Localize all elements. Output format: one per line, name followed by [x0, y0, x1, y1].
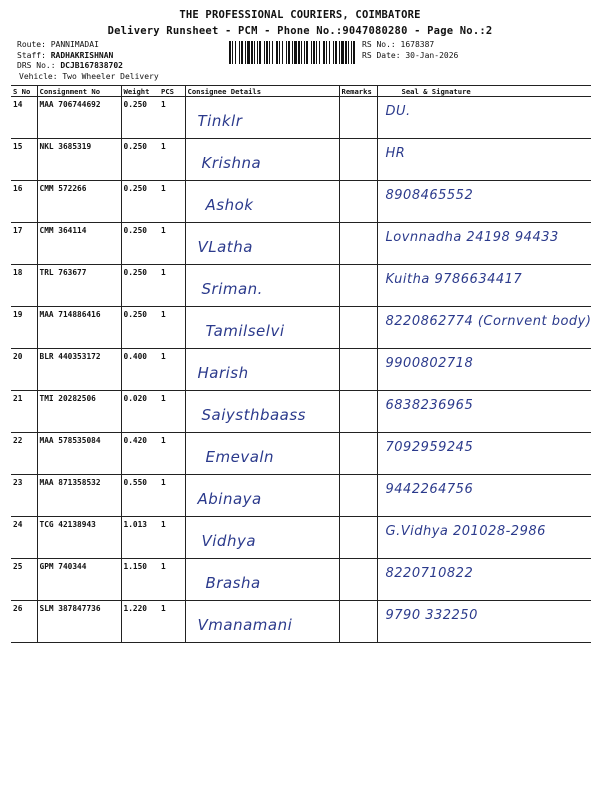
consignee-cell — [185, 139, 339, 181]
seal-cell — [377, 97, 591, 139]
sno-cell: 19 — [11, 307, 37, 349]
handwritten-signature: DU. — [385, 104, 411, 119]
pcs-cell: 1 — [159, 265, 185, 307]
remarks-cell — [339, 139, 377, 181]
table-row — [11, 349, 591, 391]
weight-cell: 0.250 — [121, 223, 159, 265]
consignment-cell: CMM 572266 — [37, 181, 121, 223]
drs-line — [17, 61, 159, 72]
pcs-cell: 1 — [159, 349, 185, 391]
table-row — [11, 391, 591, 433]
col-header-seal: Seal & Signature — [377, 86, 591, 97]
handwritten-signature: Kuitha 9786634417 — [385, 272, 523, 287]
weight-cell: 0.250 — [121, 307, 159, 349]
pcs-cell: 1 — [159, 391, 185, 433]
table-row — [11, 475, 591, 517]
consignment-cell: MAA 578535084 — [37, 433, 121, 475]
handwritten-name: Krishna — [201, 154, 262, 172]
handwritten-signature: 8220710822 — [385, 566, 474, 581]
handwritten-signature: 9790 332250 — [385, 608, 478, 623]
weight-cell: 0.020 — [121, 391, 159, 433]
col-header-weight: Weight — [121, 86, 159, 97]
remarks-cell — [339, 475, 377, 517]
handwritten-name: Abinaya — [197, 490, 262, 508]
seal-cell — [377, 307, 591, 349]
consignee-cell — [185, 475, 339, 517]
seal-cell — [377, 391, 591, 433]
weight-cell: 0.550 — [121, 475, 159, 517]
pcs-cell: 1 — [159, 559, 185, 601]
table-row — [11, 223, 591, 265]
seal-cell — [377, 349, 591, 391]
pcs-cell: 1 — [159, 433, 185, 475]
table-row — [11, 265, 591, 307]
handwritten-signature: 8908465552 — [385, 188, 474, 203]
consignee-cell — [185, 433, 339, 475]
consignment-cell: CMM 364114 — [37, 223, 121, 265]
consignee-cell — [185, 265, 339, 307]
pcs-cell: 1 — [159, 139, 185, 181]
table-header-row — [11, 86, 591, 97]
vehicle-text: Vehicle: Two Wheeler Delivery — [19, 71, 159, 81]
sno-cell: 26 — [11, 601, 37, 643]
meta-left — [17, 40, 159, 82]
col-header-sno: S No — [11, 86, 37, 97]
consignment-cell: MAA 706744692 — [37, 97, 121, 139]
table-row — [11, 517, 591, 559]
staff-line — [17, 51, 159, 62]
seal-cell — [377, 559, 591, 601]
sno-cell: 20 — [11, 349, 37, 391]
remarks-cell — [339, 559, 377, 601]
handwritten-signature: 7092959245 — [385, 440, 474, 455]
remarks-cell — [339, 265, 377, 307]
weight-cell: 0.420 — [121, 433, 159, 475]
pcs-cell: 1 — [159, 181, 185, 223]
barcode-image — [229, 41, 355, 64]
consignee-cell — [185, 391, 339, 433]
seal-cell — [377, 475, 591, 517]
staff-value: RADHAKRISHNAN — [50, 50, 114, 60]
remarks-cell — [339, 601, 377, 643]
drs-label: DRS No.: — [17, 61, 61, 70]
sno-cell: 17 — [11, 223, 37, 265]
consignment-cell: TMI 20282506 — [37, 391, 121, 433]
remarks-cell — [339, 307, 377, 349]
seal-cell — [377, 517, 591, 559]
consignment-cell: TRL 763677 — [37, 265, 121, 307]
consignee-cell — [185, 97, 339, 139]
remarks-cell — [339, 223, 377, 265]
consignment-cell: BLR 440353172 — [37, 349, 121, 391]
remarks-cell — [339, 517, 377, 559]
pcs-cell: 1 — [159, 517, 185, 559]
staff-label: Staff: — [17, 50, 51, 60]
handwritten-signature: HR — [385, 146, 406, 161]
sno-cell: 25 — [11, 559, 37, 601]
consignment-cell: MAA 714886416 — [37, 307, 121, 349]
sno-cell: 24 — [11, 517, 37, 559]
seal-cell — [377, 433, 591, 475]
sno-cell: 23 — [11, 475, 37, 517]
consignee-cell — [185, 181, 339, 223]
table-row — [11, 139, 591, 181]
consignment-cell: MAA 871358532 — [37, 475, 121, 517]
handwritten-signature: 8220862774 (Cornvent body) — [385, 314, 591, 329]
table-row — [11, 601, 591, 643]
sno-cell: 22 — [11, 433, 37, 475]
route-text: Route: PANNIMADAI — [17, 40, 99, 49]
handwritten-signature: 9442264756 — [385, 482, 474, 497]
handwritten-signature: 6838236965 — [385, 398, 474, 413]
seal-cell — [377, 139, 591, 181]
handwritten-name: Vmanamani — [197, 616, 293, 634]
seal-cell — [377, 181, 591, 223]
handwritten-signature: 9900802718 — [385, 356, 474, 371]
remarks-cell — [339, 349, 377, 391]
col-header-remarks: Remarks — [339, 86, 377, 97]
rs-no-text: RS No.: 1678387 — [362, 40, 435, 49]
handwritten-name: Sriman. — [201, 280, 263, 298]
weight-cell: 1.150 — [121, 559, 159, 601]
drs-value: DCJB167838702 — [60, 61, 123, 70]
company-title: THE PROFESSIONAL COURIERS, COIMBATORE — [179, 9, 421, 21]
rs-date-text: RS Date: 30-Jan-2026 — [362, 50, 459, 60]
sno-cell: 16 — [11, 181, 37, 223]
remarks-cell — [339, 181, 377, 223]
handwritten-name: Tinklr — [197, 112, 243, 130]
pcs-cell: 1 — [159, 601, 185, 643]
weight-cell: 0.250 — [121, 181, 159, 223]
consignment-cell: GPM 740344 — [37, 559, 121, 601]
handwritten-name: Brasha — [205, 574, 261, 592]
table-row — [11, 307, 591, 349]
handwritten-signature: Lovnnadha 24198 94433 — [385, 230, 559, 245]
pcs-cell: 1 — [159, 97, 185, 139]
handwritten-name: Tamilselvi — [205, 322, 285, 340]
table-row — [11, 97, 591, 139]
pcs-cell: 1 — [159, 307, 185, 349]
consignment-cell: NKL 3685319 — [37, 139, 121, 181]
weight-cell: 0.250 — [121, 97, 159, 139]
consignment-cell: TCG 42138943 — [37, 517, 121, 559]
table-row — [11, 433, 591, 475]
handwritten-name: VLatha — [197, 238, 253, 256]
seal-cell — [377, 223, 591, 265]
sno-cell: 18 — [11, 265, 37, 307]
consignee-cell — [185, 559, 339, 601]
handwritten-name: Saiysthbaass — [201, 406, 306, 424]
remarks-cell — [339, 433, 377, 475]
sno-cell: 21 — [11, 391, 37, 433]
weight-cell: 0.250 — [121, 265, 159, 307]
handwritten-name: Ashok — [205, 196, 254, 214]
sno-cell: 14 — [11, 97, 37, 139]
consignee-cell — [185, 349, 339, 391]
pcs-cell: 1 — [159, 223, 185, 265]
handwritten-name: Vidhya — [201, 532, 257, 550]
pcs-cell: 1 — [159, 475, 185, 517]
col-header-consignee: Consignee Details — [185, 86, 339, 97]
meta-right — [362, 40, 458, 61]
consignee-cell — [185, 307, 339, 349]
handwritten-signature: G.Vidhya 201028-2986 — [385, 524, 546, 539]
remarks-cell — [339, 391, 377, 433]
table-row — [11, 559, 591, 601]
weight-cell: 0.400 — [121, 349, 159, 391]
weight-cell: 1.013 — [121, 517, 159, 559]
runsheet-table — [11, 86, 591, 643]
weight-cell: 1.220 — [121, 601, 159, 643]
seal-cell — [377, 265, 591, 307]
consignment-cell: SLM 387847736 — [37, 601, 121, 643]
runsheet-subtitle: Delivery Runsheet - PCM - Phone No.:9047080280 - Page No.:2 — [107, 25, 493, 37]
col-header-consignment: Consignment No — [37, 86, 121, 97]
col-header-pcs: PCS — [159, 86, 185, 97]
handwritten-name: Emevaln — [205, 448, 275, 466]
remarks-cell — [339, 97, 377, 139]
weight-cell: 0.250 — [121, 139, 159, 181]
sno-cell: 15 — [11, 139, 37, 181]
handwritten-name: Harish — [197, 364, 249, 382]
consignee-cell — [185, 601, 339, 643]
table-row — [11, 181, 591, 223]
consignee-cell — [185, 223, 339, 265]
consignee-cell — [185, 517, 339, 559]
seal-cell — [377, 601, 591, 643]
